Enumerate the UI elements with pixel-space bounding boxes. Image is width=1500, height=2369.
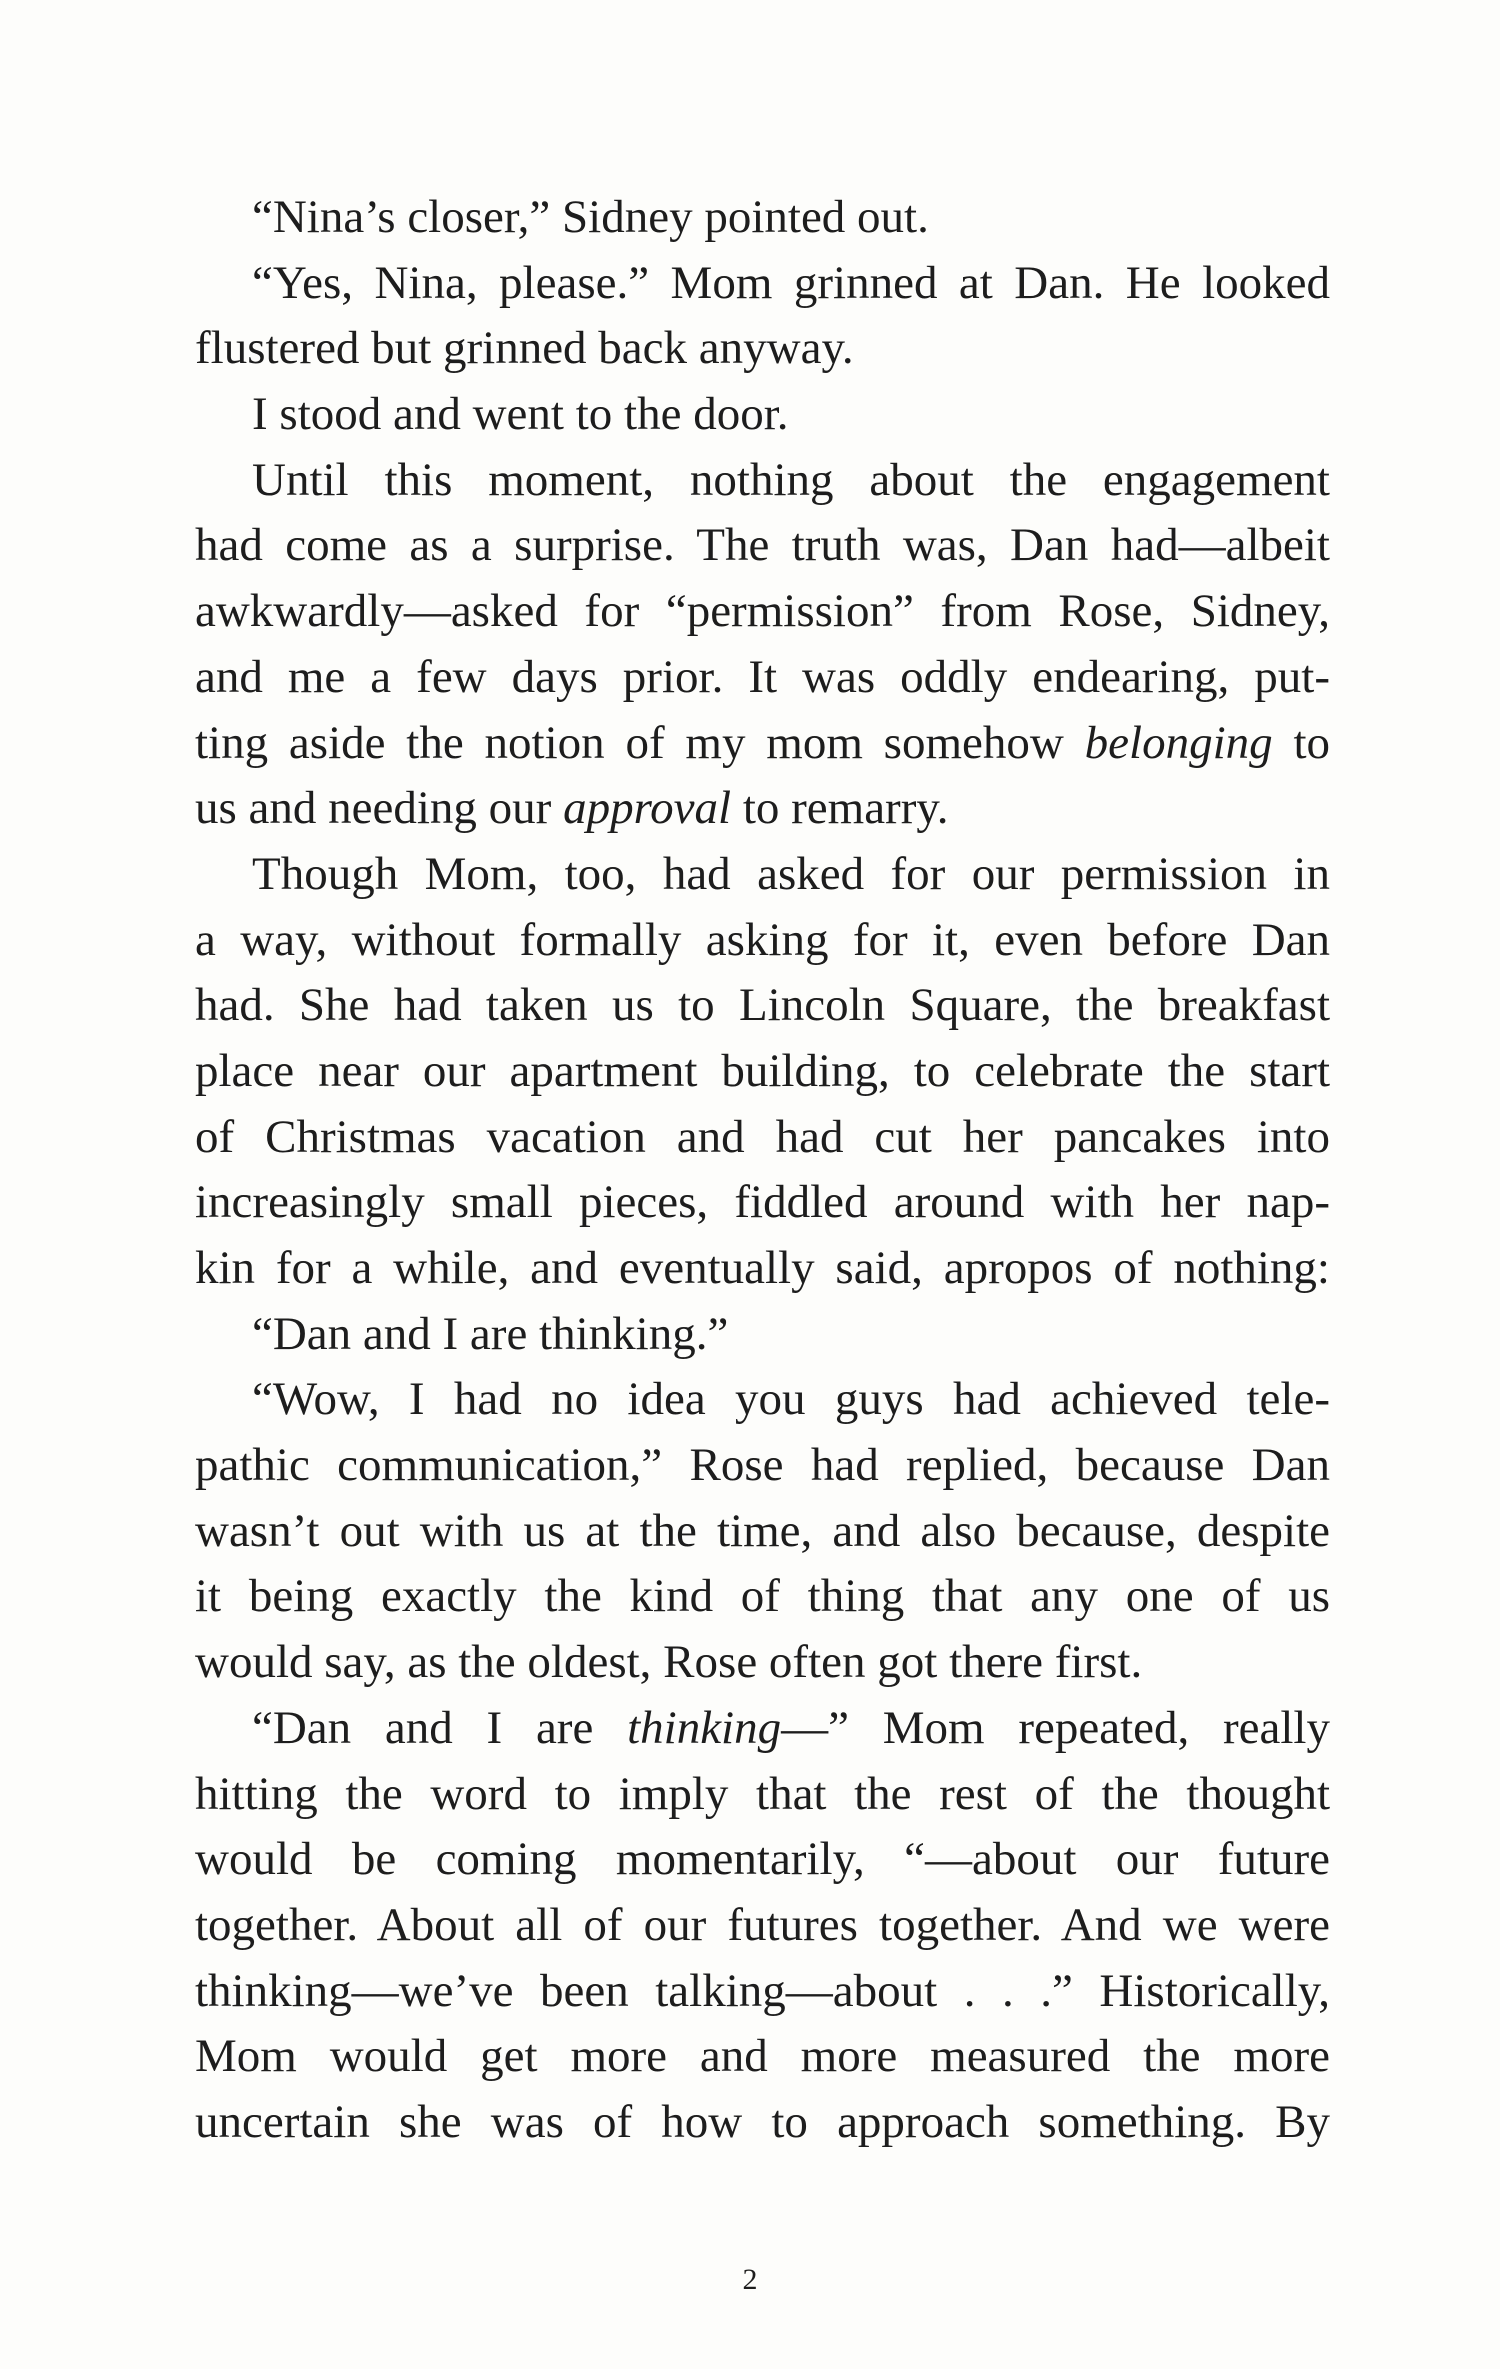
text-line: had. She had taken us to Lincoln Square, the breakfast [195,979,1330,1032]
text-line: together. About all of our futures together. And we were [195,1898,1330,1951]
text-line: flustered but grinned back anyway. [195,322,854,375]
text-line: uncertain she was of how to approach something. By [195,2095,1330,2148]
text-line: had come as a surprise. The truth was, Dan had—albeit [195,519,1330,572]
text-line: Though Mom, too, had asked for our permission in [252,847,1330,900]
text-line: I stood and went to the door. [252,388,789,441]
text-line: awkwardly—asked for “permission” from Rose, Sidney, [195,585,1330,638]
text-line: place near our apartment building, to celebrate the start [195,1044,1330,1097]
text-line: increasingly small pieces, fiddled around with her nap- [195,1176,1330,1229]
page-number: 2 [742,2263,758,2296]
text-line: would say, as the oldest, Rose often got there first. [195,1636,1143,1689]
text-line: “Dan and I are thinking.” [252,1307,729,1360]
text-line: thinking—we’ve been talking—about . . .” Historically, [195,1964,1330,2017]
text-line: kin for a while, and eventually said, apropos of nothing: [195,1242,1330,1294]
text-line: “Yes, Nina, please.” Mom grinned at Dan. He looked [252,256,1330,309]
text-line: “Wow, I had no idea you guys had achieved tele- [252,1373,1330,1426]
text-line: a way, without formally asking for it, even before Dan [195,913,1330,966]
text-line: pathic communication,” Rose had replied, because Dan [195,1439,1330,1492]
page-body-text [195,185,1330,2156]
text-line: us and needing our approval to remarry. [195,782,949,835]
text-line: ting aside the notion of my mom somehow belonging to [195,716,1331,769]
text-line: would be coming momentarily, “—about our future [195,1833,1330,1886]
text-line: hitting the word to imply that the rest of the thought [195,1767,1330,1820]
text-line: and me a few days prior. It was oddly endearing, put- [195,650,1330,703]
text-line: of Christmas vacation and had cut her pancakes into [195,1110,1330,1163]
text-line: Until this moment, nothing about the engagement [252,453,1330,506]
text-line: “Dan and I are thinking—” Mom repeated, really [252,1701,1330,1754]
text-line: Mom would get more and more measured the more [195,2030,1330,2083]
text-line: it being exactly the kind of thing that any one of us [195,1570,1330,1623]
text-line: “Nina’s closer,” Sidney pointed out. [252,191,929,243]
text-line: wasn’t out with us at the time, and also because, despite [195,1504,1330,1557]
